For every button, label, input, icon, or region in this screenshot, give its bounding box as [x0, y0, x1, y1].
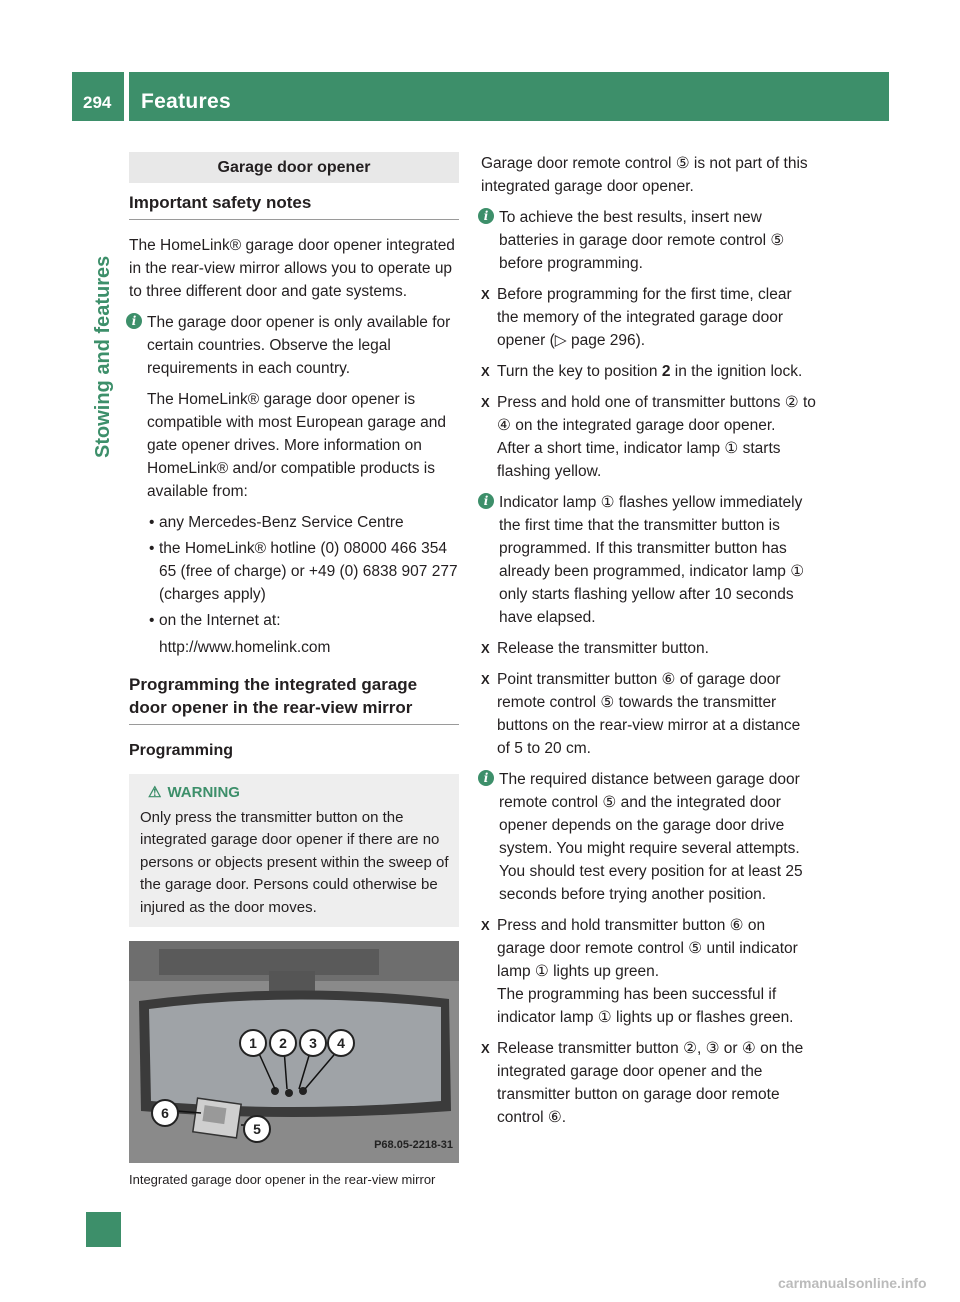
bullet-icon: •	[149, 540, 155, 557]
step-text: Release transmitter button ②, ③ or ④ on the integrated garage door opener and the transmitter button on garage door remote control ⑥.	[497, 1040, 804, 1126]
info-note-indicator	[481, 491, 816, 629]
step-arrow-icon: X	[481, 287, 490, 302]
info-text: To achieve the best results, insert new batteries in garage door remote control ⑤ before programming.	[499, 209, 785, 272]
bullet-text: on the Internet at:	[159, 612, 281, 629]
info-text: The required distance between garage door remote control ⑤ and the integrated door opener depends on the garage door drive system. You might require several attempts. You should test every position for at least 25 seconds before trying another position.	[499, 771, 803, 903]
info-text: Indicator lamp ① flashes yellow immediately the first time that the transmitter button is programmed. If this transmitter button has already been programmed, indicator lamp ① only starts flashing yellow after 10 seconds have elapsed.	[499, 494, 805, 626]
step-text: After a short time, indicator lamp ① starts flashing yellow.	[497, 440, 781, 480]
homelink-url[interactable]: http://www.homelink.com	[159, 639, 331, 656]
paragraph: Garage door remote control ⑤ is not part of this integrated garage door opener.	[481, 155, 808, 195]
step-release	[481, 637, 816, 660]
side-tab-marker	[86, 1212, 121, 1247]
page-number: 294	[83, 93, 112, 112]
step-press-hold	[481, 391, 816, 483]
info-note-distance	[481, 768, 816, 906]
step-arrow-icon: X	[481, 672, 490, 687]
info-icon: i	[478, 770, 494, 786]
step-arrow-icon: X	[481, 641, 490, 656]
subhead-programming-2: Programming	[129, 742, 234, 759]
step-arrow-icon: X	[481, 1041, 490, 1056]
step-arrow-icon: X	[481, 364, 490, 379]
step-turn-key	[481, 360, 816, 383]
info-note-availability	[129, 311, 459, 659]
side-tab-title: Stowing and features	[92, 255, 114, 458]
step-text: The programming has been successful if indicator lamp ① lights up or flashes green.	[497, 986, 794, 1026]
intro-paragraph: The HomeLink® garage door opener integrated in the rear-view mirror allows you to operate up to three different door and gate systems.	[129, 237, 455, 300]
warning-title: WARNING	[167, 784, 240, 801]
step-arrow-icon: X	[481, 395, 490, 410]
info-icon: i	[478, 493, 494, 509]
mirror-figure	[129, 941, 459, 1163]
step-text: Turn the key to position 2 in the ignition lock.	[497, 363, 803, 380]
callout-6: 6	[151, 1099, 179, 1127]
callout-2: 2	[269, 1029, 297, 1057]
warning-title-row	[148, 782, 449, 805]
step-text: Point transmitter button ⑥ of garage door remote control ⑤ towards the transmitter buttons on the rear-view mirror at a distance of 5 to 20 cm.	[497, 671, 801, 757]
header-separator	[124, 72, 129, 121]
info-icon: i	[478, 208, 494, 224]
info-text: The garage door opener is only available for certain countries. Observe the legal requirements in each country.	[147, 314, 451, 377]
info-text: The HomeLink® garage door opener is compatible with most European garage and gate opener drives. More information on HomeLink® and/or compatible products is available from:	[147, 391, 446, 500]
step-press-transmitter	[481, 914, 816, 1029]
step-text: Before programming for the first time, clear the memory of the integrated garage door opener (▷ page 296).	[497, 286, 792, 349]
bullet-icon: •	[149, 612, 155, 629]
left-column	[129, 150, 459, 1188]
section-title: Garage door opener	[129, 152, 459, 183]
info-note-batteries	[481, 206, 816, 275]
subhead-programming: Programming the integrated garage door opener in the rear-view mirror	[129, 673, 459, 725]
step-text: Release the transmitter button.	[497, 640, 709, 657]
callout-5: 5	[243, 1115, 271, 1143]
callout-1: 1	[239, 1029, 267, 1057]
bullet-text: any Mercedes-Benz Service Centre	[159, 514, 404, 531]
warning-icon: ⚠	[148, 784, 162, 801]
side-tab	[88, 118, 116, 458]
bullet-text: the HomeLink® hotline (0) 08000 466 354 65 (free of charge) or +49 (0) 6838 907 277 (charges apply)	[159, 540, 458, 603]
callout-3: 3	[299, 1029, 327, 1057]
warning-text: Only press the transmitter button on the integrated garage door opener if there are no persons or objects present within the sweep of the garage door. Persons could otherwise be injured as the door moves.	[140, 808, 449, 916]
bullet-icon: •	[149, 514, 155, 531]
step-release-buttons	[481, 1037, 816, 1129]
step-clear-memory	[481, 283, 816, 352]
step-text: Press and hold transmitter button ⑥ on garage door remote control ⑤ until indicator lamp ① lights up green.	[497, 917, 798, 980]
step-point	[481, 668, 816, 760]
footer-watermark: carmanualsonline.info	[778, 1275, 927, 1291]
figure-caption: Integrated garage door opener in the rear-view mirror	[129, 1172, 436, 1187]
subhead-safety: Important safety notes	[129, 191, 459, 220]
step-text: Press and hold one of transmitter buttons ② to ④ on the integrated garage door opener.	[497, 394, 816, 434]
header-title: Features	[141, 90, 231, 113]
info-icon: i	[126, 313, 142, 329]
list-item	[147, 511, 459, 534]
mirror-illustration	[129, 941, 459, 1163]
step-arrow-icon: X	[481, 918, 490, 933]
figure-code: P68.05-2218-31	[374, 1139, 453, 1151]
list-item	[147, 537, 459, 606]
list-item	[147, 609, 459, 632]
right-column	[481, 152, 816, 1137]
warning-box	[129, 774, 459, 927]
callout-4: 4	[327, 1029, 355, 1057]
